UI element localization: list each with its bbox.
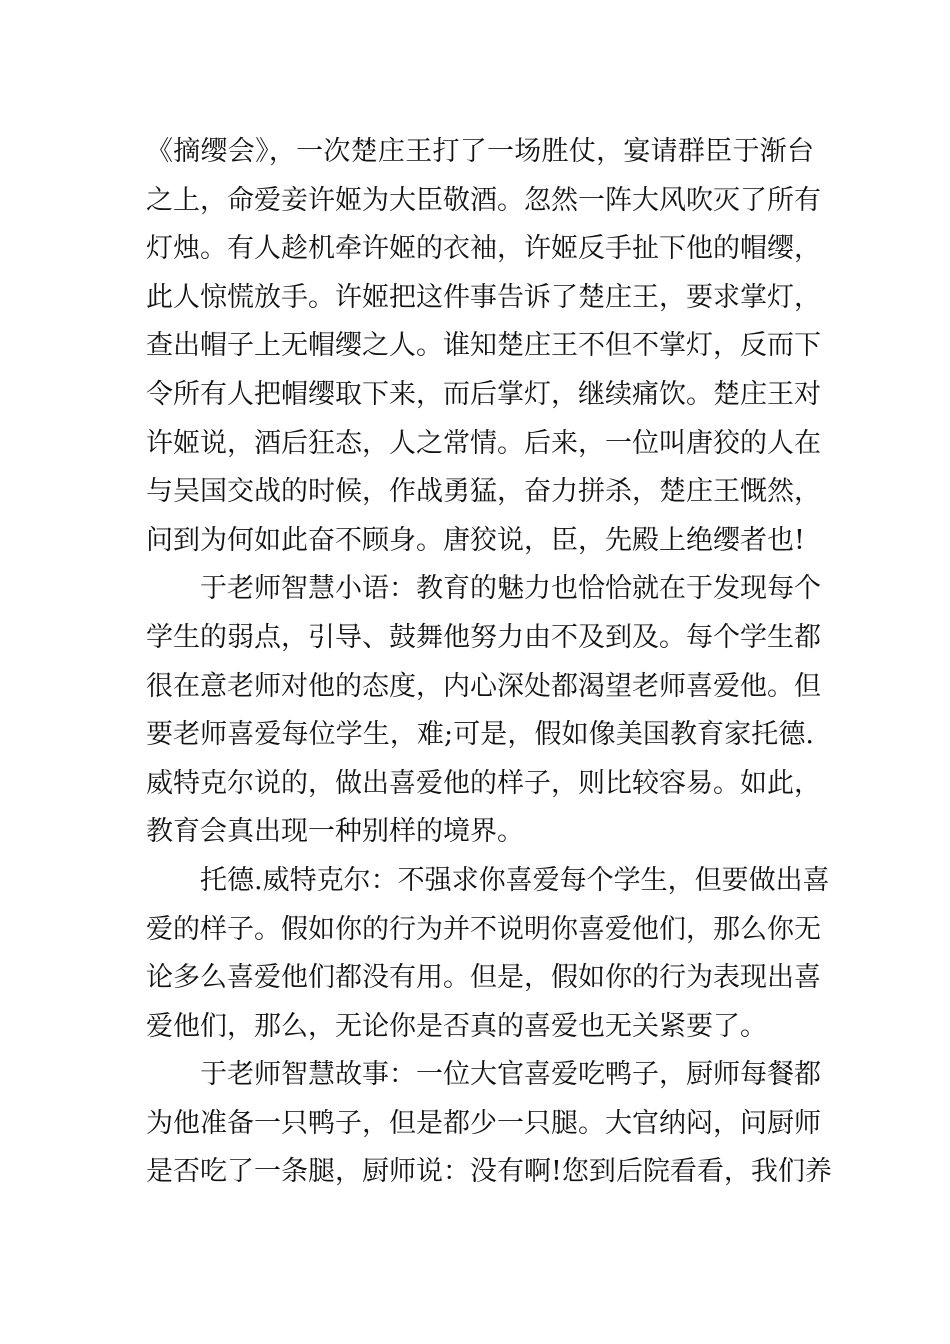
paragraph-start-line: 托德.威特克尔：不强求你喜爱每个学生，但要做出喜 <box>200 864 830 896</box>
text-line: 灯烛。有人趁机牵许姬的衣袖，许姬反手扯下他的帽缨， <box>146 233 821 265</box>
text-line: 问到为何如此奋不顾身。唐狡说，臣，先殿上绝缨者也! <box>146 524 805 556</box>
text-line: 令所有人把帽缨取下来，而后掌灯，继续痛饮。楚庄王对 <box>146 378 821 410</box>
text-line: 是否吃了一条腿，厨师说：没有啊!您到后院看看，我们养 <box>146 1156 832 1188</box>
text-line: 《摘缨会》，一次楚庄王打了一场胜仗，宴请群臣于渐台 <box>146 136 814 167</box>
paragraph-start-line: 于老师智慧故事：一位大官喜爱吃鸭子，厨师每餐都 <box>200 1059 821 1091</box>
text-line: 此人惊慌放手。许姬把这件事告诉了楚庄王，要求掌灯， <box>146 281 821 313</box>
text-line: 威特克尔说的，做出喜爱他的样子，则比较容易。如此， <box>146 767 821 799</box>
text-line: 要老师喜爱每位学生，难;可是，假如像美国教育家托德. <box>146 719 814 751</box>
text-line: 很在意老师对他的态度，内心深处都渴望老师喜爱他。但 <box>146 670 821 702</box>
text-line: 查出帽子上无帽缨之人。谁知楚庄王不但不掌灯，反而下 <box>146 330 821 362</box>
document-body <box>146 128 832 1197</box>
text-line: 爱的样子。假如你的行为并不说明你喜爱他们，那么你无 <box>146 913 821 945</box>
text-line: 教育会真出现一种别样的境界。 <box>146 816 524 848</box>
text-line: 为他准备一只鸭子，但是都少一只腿。大官纳闷，问厨师 <box>146 1107 821 1139</box>
text-line: 爱他们，那么，无论你是否真的喜爱也无关紧要了。 <box>146 1010 767 1042</box>
text-line: 与吴国交战的时候，作战勇猛，奋力拼杀，楚庄王慨然， <box>146 476 821 508</box>
paragraph-start-line: 于老师智慧小语：教育的魅力也恰恰就在于发现每个 <box>200 573 821 605</box>
text-line: 论多么喜爱他们都没有用。但是，假如你的行为表现出喜 <box>146 962 821 994</box>
text-line: 学生的弱点，引导、鼓舞他努力由不及到及。每个学生都 <box>146 621 821 653</box>
text-line: 许姬说，酒后狂态，人之常情。后来，一位叫唐狡的人在 <box>146 427 821 459</box>
text-line: 之上，命爱妾许姬为大臣敬酒。忽然一阵大风吹灭了所有 <box>146 184 821 216</box>
